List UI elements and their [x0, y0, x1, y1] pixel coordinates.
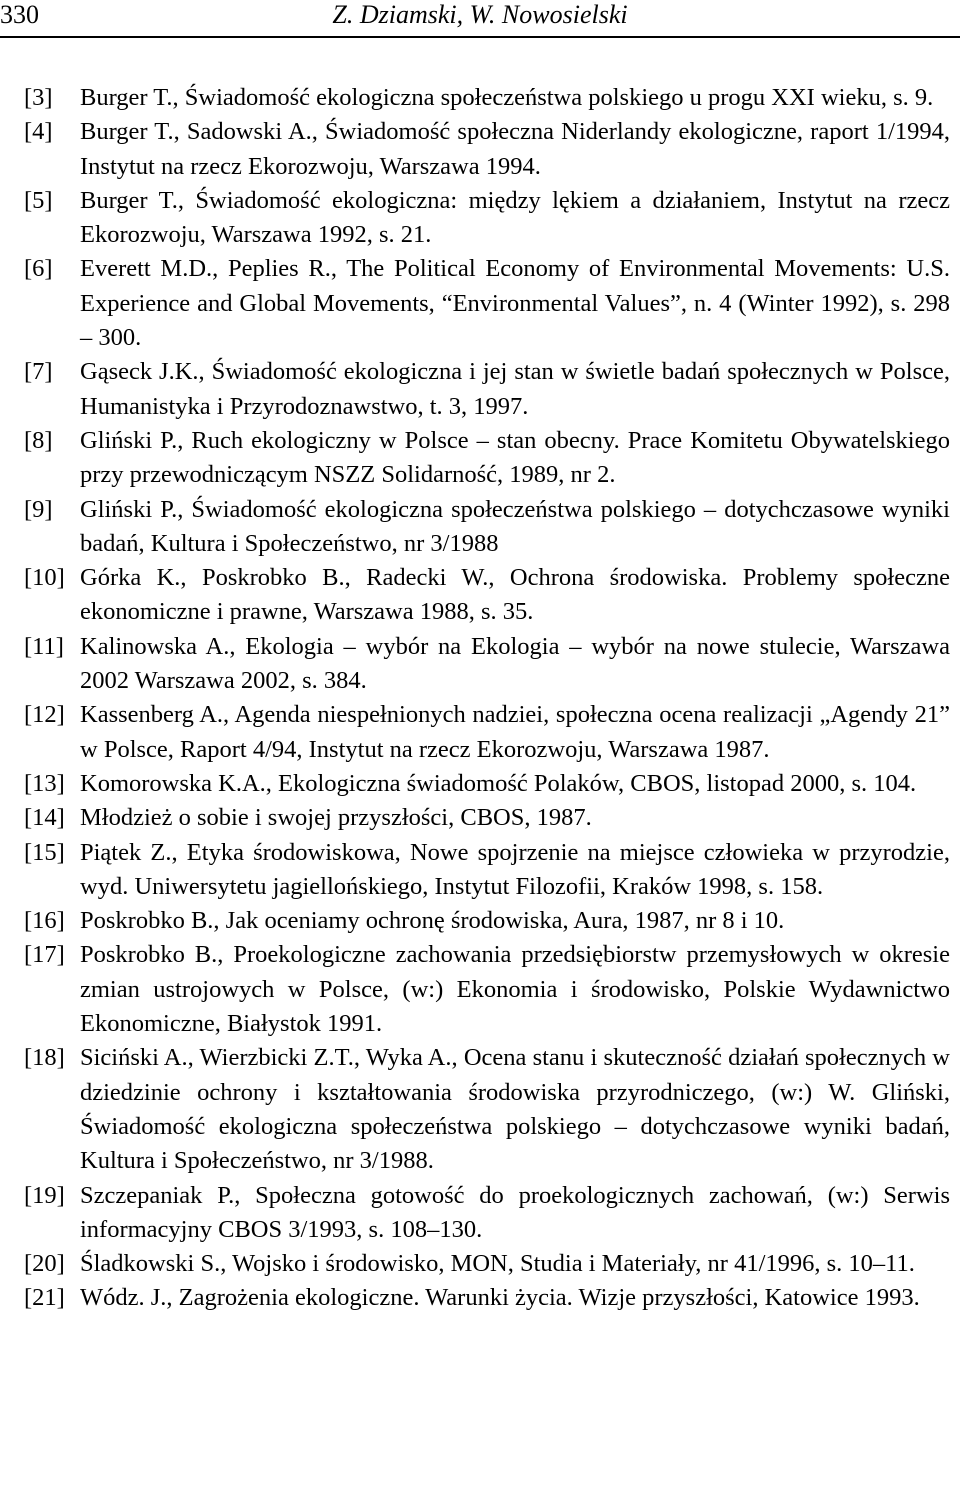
- reference-number: [16]: [24, 907, 65, 935]
- reference-number: [11]: [24, 632, 64, 660]
- reference-item: [24, 1041, 950, 1178]
- reference-text: Kalinowska A., Ekologia – wybór na Ekologia – wybór na nowe stulecie, Warszawa 2002 Warszawa 2002, s. 384.: [80, 632, 950, 695]
- header-divider: [0, 36, 960, 38]
- reference-number: [18]: [24, 1044, 65, 1072]
- reference-list: [24, 81, 950, 1316]
- reference-number: [3]: [24, 84, 53, 111]
- reference-number: [5]: [24, 186, 53, 214]
- running-title: Z. Dziamski, W. Nowosielski: [332, 0, 628, 29]
- reference-text: Poskrobko B., Jak oceniamy ochronę środowiska, Aura, 1987, nr 8 i 10.: [80, 907, 785, 935]
- reference-item: [24, 904, 950, 938]
- reference-text: Wódz. J., Zagrożenia ekologiczne. Warunki życia. Wizje przyszłości, Katowice 1993.: [80, 1284, 920, 1312]
- reference-number: [8]: [24, 426, 53, 454]
- reference-item: [24, 767, 950, 801]
- reference-number: [21]: [24, 1284, 65, 1312]
- reference-text: Kassenberg A., Agenda niespełnionych nadziei, społeczna ocena realizacji „Agendy 21” w Polsce, Raport 4/94, Instytut na rzecz Ekorozwoju, Warszawa 1987.: [80, 701, 950, 763]
- reference-number: [10]: [24, 564, 65, 592]
- reference-item: [24, 698, 950, 767]
- reference-number: [17]: [24, 941, 65, 969]
- reference-text: Szczepaniak P., Społeczna gotowość do proekologicznych zachowań, (w:) Serwis informacyjny CBOS 3/1993, s. 108–130.: [80, 1181, 950, 1243]
- reference-text: Poskrobko B., Proekologiczne zachowania przedsiębiorstw przemysłowych w okresie zmian ustrojowych w Polsce, (w:) Ekonomia i środowisko, Polskie Wydawnictwo Ekonomiczne, Białystok 1991.: [80, 941, 950, 1038]
- reference-item: [24, 938, 950, 1041]
- reference-text: Burger T., Świadomość ekologiczna społeczeństwa polskiego u progu XXI wieku, s. 9.: [80, 84, 934, 111]
- reference-number: [9]: [24, 495, 53, 523]
- reference-item: [24, 493, 950, 562]
- reference-text: Burger T., Sadowski A., Świadomość społeczna Niderlandy ekologiczne, raport 1/1994, Instytut na rzecz Ekorozwoju, Warszawa 1994.: [80, 118, 950, 180]
- reference-item: [24, 561, 950, 630]
- reference-item: [24, 355, 950, 424]
- reference-text: Górka K., Poskrobko B., Radecki W., Ochrona środowiska. Problemy społeczne ekonomiczne i prawne, Warszawa 1988, s. 35.: [80, 564, 950, 626]
- reference-number: [19]: [24, 1181, 65, 1209]
- reference-number: [7]: [24, 358, 53, 386]
- reference-item: [24, 1247, 950, 1281]
- reference-item: [24, 1281, 950, 1315]
- reference-item: [24, 630, 950, 699]
- reference-item: [24, 1179, 950, 1248]
- reference-text: Gliński P., Świadomość ekologiczna społeczeństwa polskiego – dotychczasowe wyniki badań, Kultura i Społeczeństwo, nr 3/1988: [80, 495, 950, 557]
- reference-number: [4]: [24, 118, 53, 146]
- reference-text: Śladkowski S., Wojsko i środowisko, MON, Studia i Materiały, nr 41/1996, s. 10–11.: [80, 1250, 915, 1278]
- reference-text: Gliński P., Ruch ekologiczny w Polsce – stan obecny. Prace Komitetu Obywatelskiego przy przewodniczącym NSZZ Solidarność, 1989, nr 2.: [80, 426, 950, 489]
- reference-item: [24, 184, 950, 253]
- reference-text: Everett M.D., Peplies R., The Political Economy of Environmental Movements: U.S. Experience and Global Movements, “Environmental Values”, n. 4 (Winter 1992), s. 298 – 300.: [80, 255, 950, 352]
- reference-item: [24, 836, 950, 905]
- reference-number: [13]: [24, 769, 65, 797]
- reference-text: Komorowska K.A., Ekologiczna świadomość Polaków, CBOS, listopad 2000, s. 104.: [80, 769, 917, 797]
- reference-text: Siciński A., Wierzbicki Z.T., Wyka A., Ocena stanu i skuteczność działań społecznych w dziedzinie ochrony i kształtowania środowiska przyrodniczego, (w:) W. Gliński, Świadomość ekologiczna społeczeństwa polskiego – dotychczasowe wyniki badań, Kultura i Społeczeństwo, nr 3/1988.: [80, 1044, 950, 1175]
- reference-number: [14]: [24, 804, 65, 832]
- page-number: 330: [0, 0, 39, 29]
- reference-item: [24, 424, 950, 493]
- reference-number: [6]: [24, 255, 53, 283]
- reference-item: [24, 801, 950, 835]
- reference-item: [24, 81, 950, 115]
- reference-number: [20]: [24, 1250, 65, 1278]
- reference-item: [24, 115, 950, 184]
- reference-text: Młodzież o sobie i swojej przyszłości, CBOS, 1987.: [80, 804, 592, 832]
- reference-text: Gąseck J.K., Świadomość ekologiczna i jej stan w świetle badań społecznych w Polsce, Humanistyka i Przyrodoznawstwo, t. 3, 1997.: [80, 358, 950, 420]
- reference-item: [24, 252, 950, 355]
- reference-number: [15]: [24, 838, 65, 866]
- page-header: [0, 0, 960, 36]
- reference-text: Piątek Z., Etyka środowiskowa, Nowe spojrzenie na miejsce człowieka w przyrodzie, wyd. Uniwersytetu jagiellońskiego, Instytut Filozofii, Kraków 1998, s. 158.: [80, 838, 950, 900]
- reference-number: [12]: [24, 701, 65, 729]
- reference-text: Burger T., Świadomość ekologiczna: między lękiem a działaniem, Instytut na rzecz Ekorozwoju, Warszawa 1992, s. 21.: [80, 186, 950, 249]
